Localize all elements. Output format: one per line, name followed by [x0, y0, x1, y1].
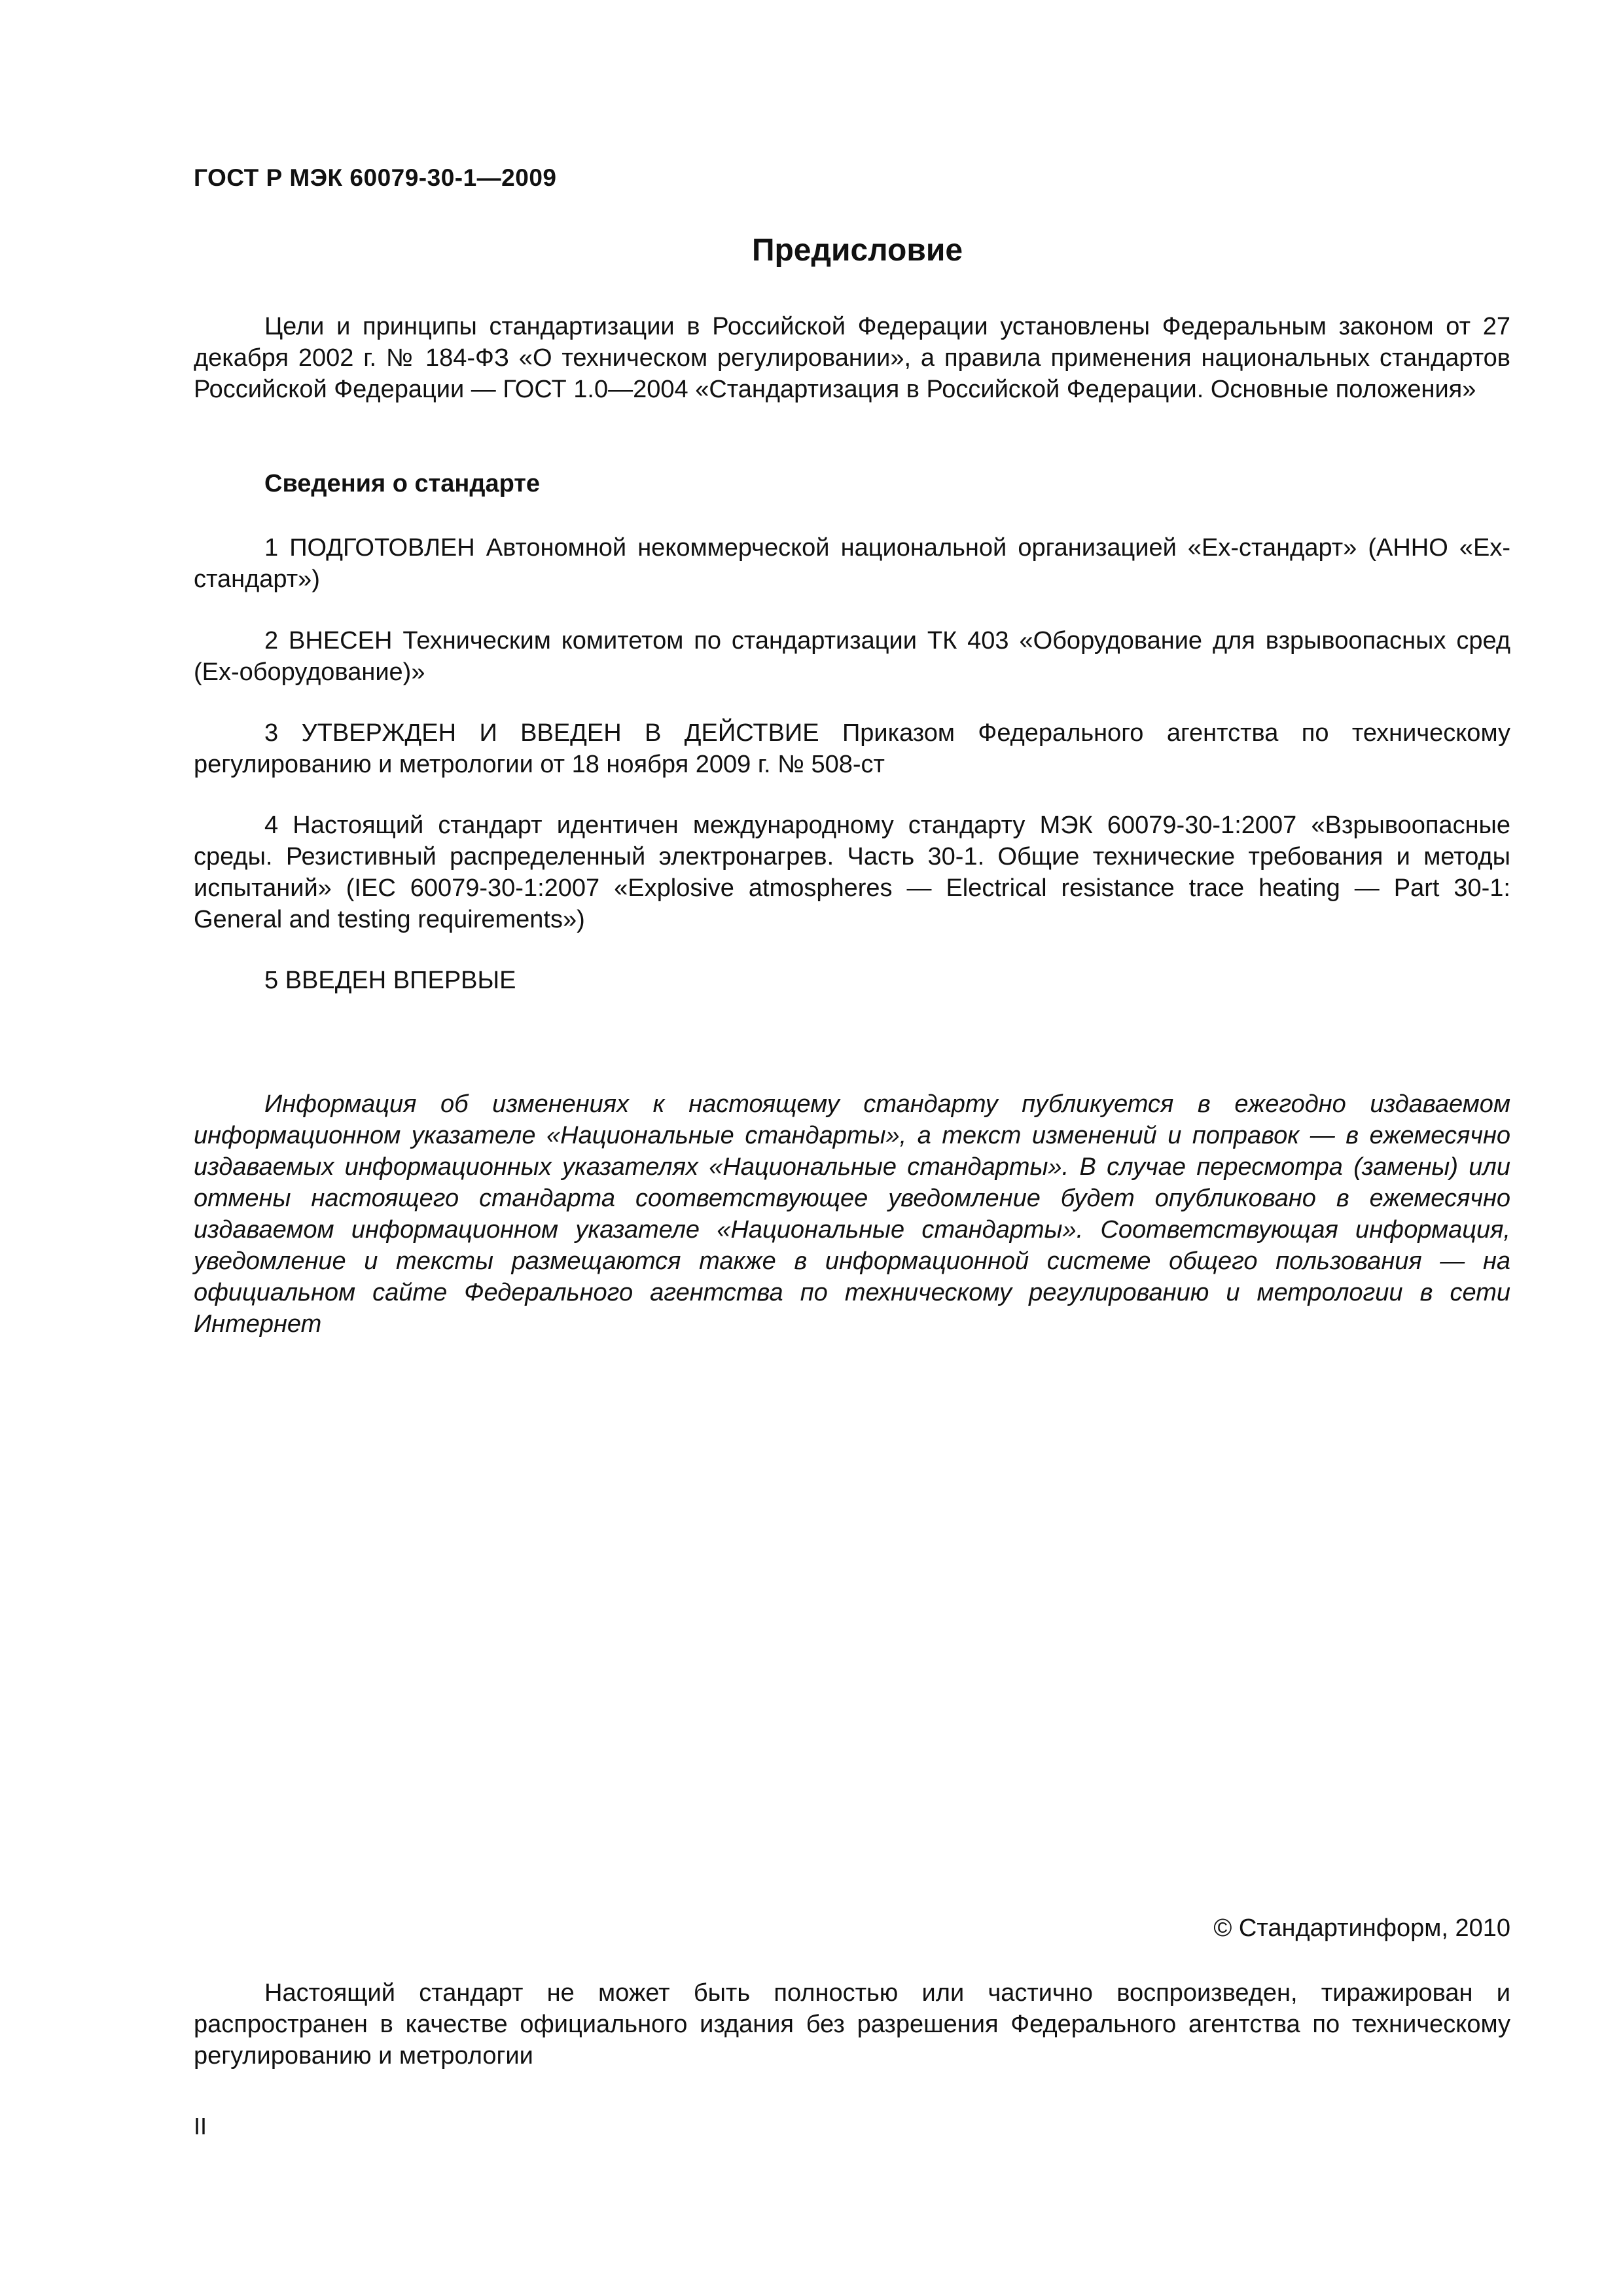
info-heading: Сведения о стандарте [264, 470, 541, 497]
info-item-5: 5 ВВЕДЕН ВПЕРВЫЕ [264, 967, 516, 994]
amendment-notice: Информация об изменениях к настоящему стандарту публикуется в ежегодно издаваемом информационном указателе «Национальные стандарты», а текст изменений и поправок — в ежемесячно издаваемых информационных указателях «Национальные стандарты». В случае пересмотра (замены) или отмены настоящего стандарта соответствующее уведомление будет опубликовано в ежемесячно издаваемом информационном указателе «Национальные стандарты». Соответствующая информация, уведомление и тексты размещаются также в информационной системе общего пользования — на официальном сайте Федерального агентства по техническому регулированию и метрологии в сети Интернет [194, 1090, 1510, 1338]
info-item-4: 4 Настоящий стандарт идентичен международному стандарту МЭК 60079-30-1:2007 «Взрывоопасные среды. Резистивный распределенный электронагрев. Часть 30-1. Общие технические требования и методы испытаний» (IEC 60079-30-1:2007 «Explosive atmospheres — Electrical resistance trace heating — Part 30-1: General and testing requirements») [194, 812, 1510, 933]
intro-paragraph: Цели и принципы стандартизации в Российской Федерации установлены Федеральным законом от 27 декабря 2002 г. № 184-ФЗ «О техническом регулировании», а правила применения национальных стандартов Российской Федерации — ГОСТ 1.0—2004 «Стандартизация в Российской Федерации. Основные положения» [194, 313, 1510, 403]
page-title: Предисловие [751, 233, 963, 268]
info-item-2: 2 ВНЕСЕН Техническим комитетом по стандартизации ТК 403 «Оборудование для взрывоопасных сред (Ех-оборудование)» [194, 627, 1510, 686]
page-number: II [194, 2113, 207, 2140]
info-item-3: 3 УТВЕРЖДЕН И ВВЕДЕН В ДЕЙСТВИЕ Приказом Федерального агентства по техническому регулированию и метрологии от 18 ноября 2009 г. № 508-ст [194, 719, 1510, 778]
copyright: © Стандартинформ, 2010 [1213, 1914, 1510, 1942]
reproduction-notice: Настоящий стандарт не может быть полностью или частично воспроизведен, тиражирован и распространен в качестве официального издания без разрешения Федерального агентства по техническому регулированию и метрологии [194, 1979, 1510, 2070]
info-item-1: 1 ПОДГОТОВЛЕН Автономной некоммерческой национальной организацией «Ех-стандарт» (АННО «Ех-стандарт») [194, 534, 1510, 593]
document-code: ГОСТ Р МЭК 60079-30-1—2009 [194, 164, 557, 191]
